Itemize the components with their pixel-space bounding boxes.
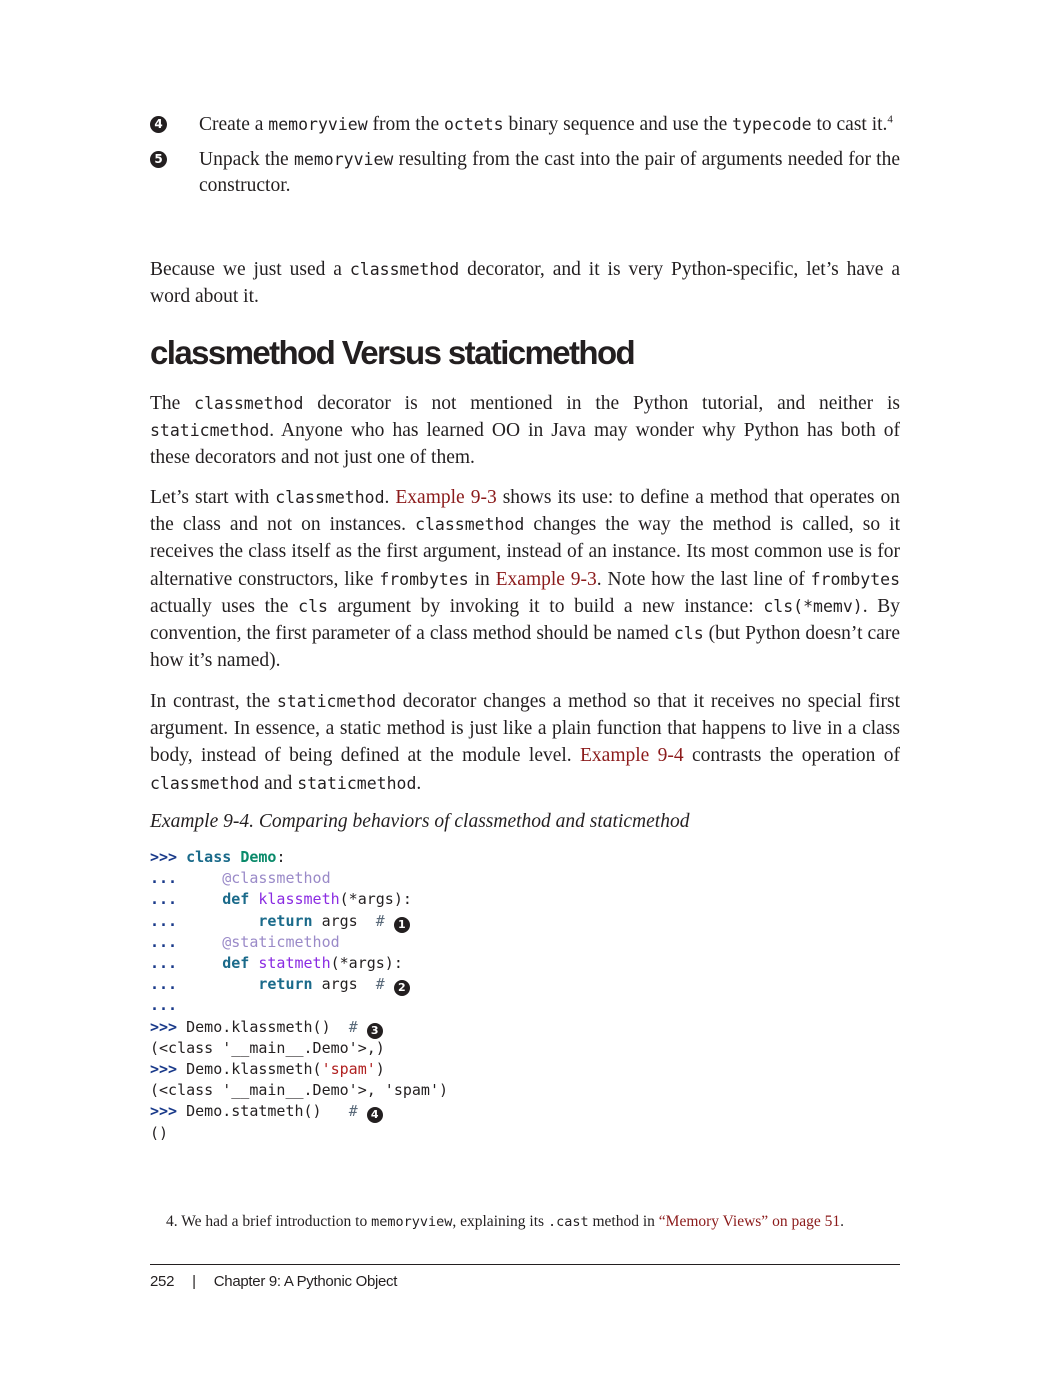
inline-code: staticmethod [297, 773, 417, 793]
code-token: Demo [240, 848, 277, 866]
callout-5 [150, 147, 900, 199]
code-callout-marker: 2 [394, 980, 410, 996]
callout-text-4 [199, 114, 893, 135]
code-token: @staticmethod [222, 932, 340, 951]
code-token: Demo.statmeth() [186, 1102, 349, 1121]
code-token: ) [375, 1060, 385, 1079]
inline-code: memoryview [293, 150, 394, 169]
page-footer [150, 1273, 397, 1290]
code-line [150, 848, 285, 866]
code-token: # [375, 975, 394, 994]
text-run: method in [588, 1213, 659, 1230]
code-line [150, 1081, 448, 1099]
inline-code: frombytes [810, 569, 901, 589]
inline-code: staticmethod [150, 421, 270, 441]
code-token: class [186, 848, 232, 866]
inline-code: cls [673, 624, 704, 644]
code-token: return [258, 911, 313, 930]
text-run: . By convention, the first parameter of a class method should be named [150, 595, 900, 645]
callout-marker-4: 4 [150, 116, 167, 133]
text-run: shows its use: to define a method that operates on the class and not on instances. [150, 487, 901, 536]
text-run: . [384, 487, 396, 508]
text-run: decorator changes a method so that it receives no special first argument. In essence, a static method is just like a plain function that happens to live in a class body, instead of being defined at the module level. [150, 691, 900, 767]
text-run: . [416, 772, 422, 794]
inline-code: .cast [547, 1214, 589, 1230]
code-line [150, 933, 340, 951]
code-token: >>> [150, 1017, 187, 1036]
code-line [150, 975, 410, 993]
text-run: . Note how the last line of [596, 568, 811, 590]
code-callout-marker: 4 [367, 1107, 383, 1123]
code-token: def [222, 890, 250, 909]
text-run: (but Python doesn’t care how it’s named). [150, 623, 900, 672]
text-run: In contrast, the [150, 691, 277, 712]
text-run: and [259, 772, 298, 794]
code-token: ... [150, 954, 223, 973]
code-line [150, 954, 403, 972]
code-token: args [312, 911, 376, 930]
code-line [150, 890, 412, 908]
code-line [150, 996, 177, 1014]
inline-code: typecode [732, 115, 812, 134]
code-token: # [348, 1017, 367, 1036]
footnote-text [178, 1213, 844, 1230]
cross-reference-link[interactable]: Example 9-4 [580, 745, 684, 767]
code-listing [150, 847, 448, 1144]
code-token: ... [150, 932, 223, 951]
inline-code: classmethod [275, 488, 385, 507]
code-token: : [276, 848, 286, 866]
inline-code: octets [444, 115, 504, 134]
text-run: Let’s start with [150, 487, 276, 508]
text-run: argument by invoking it to build a new instance: [327, 595, 764, 617]
text-run: decorator, and it is very Python-specific, let’s have a word about it. [150, 259, 900, 308]
callout-text-5 [199, 149, 900, 196]
page-number: 252 [150, 1273, 175, 1290]
inline-code: frombytes [379, 569, 469, 589]
text-run: , explaining its [452, 1213, 548, 1230]
code-token: >>> [150, 1060, 187, 1079]
code-callout-marker: 3 [367, 1023, 383, 1039]
footnote [166, 1213, 844, 1231]
text-run: . Anyone who has learned OO in Java may wonder why Python has both of these decorators and not just one of them. [150, 420, 900, 469]
inline-code: memoryview [268, 115, 368, 134]
code-callout-marker: 1 [394, 917, 410, 933]
text-run: resulting from the cast into the pair of arguments needed for the constructor. [199, 149, 901, 196]
text-run: actually uses the [150, 595, 299, 617]
footer-rule [150, 1264, 900, 1265]
code-token: args [312, 975, 376, 994]
section-heading: classmethod Versus staticmethod [150, 334, 635, 371]
code-token: (*args): [339, 890, 412, 909]
callout-4 [150, 112, 900, 138]
example-caption: Example 9-4. Comparing behaviors of classmethod and staticmethod [150, 811, 690, 832]
code-token: @classmethod [222, 869, 331, 888]
code-line [150, 1039, 385, 1057]
chapter-title: Chapter 9: A Pythonic Object [213, 1273, 398, 1290]
code-token: ... [150, 911, 259, 930]
text-run: contrasts the operation of [683, 745, 900, 767]
code-token: 'spam' [321, 1060, 376, 1079]
text-run: . [840, 1213, 844, 1230]
code-token: ... [150, 975, 259, 994]
text-run: to cast it. [811, 114, 888, 135]
text-run: Create a [199, 114, 269, 135]
callout-list [150, 112, 900, 208]
code-token: () [150, 1123, 169, 1142]
text-run: from the [367, 114, 444, 135]
code-line [150, 1102, 383, 1120]
code-token: (<class '__main__.Demo'>,) [150, 1038, 385, 1057]
text-run: binary sequence and use the [503, 114, 733, 135]
footnote-ref[interactable]: 4 [887, 113, 893, 126]
code-line [150, 1124, 168, 1142]
code-token: statmeth [258, 954, 331, 973]
text-run: We had a brief introduction to [177, 1213, 372, 1230]
inline-code: memoryview [371, 1214, 453, 1230]
inline-code: classmethod [349, 260, 460, 279]
text-run: changes the way the method is called, so it receives the class itself as the first argument, instead of an instance. Its most common use is for alternative constructors, like [150, 514, 900, 590]
text-run: decorator is not mentioned in the Python tutorial, and neither is [303, 393, 900, 414]
code-token: (*args): [330, 954, 403, 973]
code-token: Demo.klassmeth() [186, 1017, 349, 1036]
cross-reference-link[interactable]: Example 9-3 [395, 487, 497, 508]
paragraph-1 [150, 390, 900, 472]
code-token: # [348, 1102, 367, 1121]
code-token [231, 848, 240, 866]
cross-reference-link[interactable]: “Memory Views” on page 51 [658, 1213, 841, 1230]
code-token: # [375, 911, 394, 930]
inline-code: classmethod [150, 773, 260, 793]
text-run: in [468, 568, 496, 590]
paragraph-3 [150, 688, 900, 797]
code-token: (<class '__main__.Demo'>, 'spam') [150, 1081, 449, 1100]
code-token: return [258, 975, 313, 994]
text-run: Because we just used a [150, 259, 350, 280]
text-run: The [150, 393, 195, 414]
code-token: >>> [150, 1102, 187, 1121]
inline-code: cls(*memv) [763, 596, 863, 616]
code-token: ... [150, 869, 223, 888]
code-line [150, 912, 410, 930]
code-token: ... [150, 890, 223, 909]
intro-paragraph [150, 256, 900, 310]
code-line [150, 1018, 383, 1036]
footer-separator: | [192, 1273, 196, 1290]
text-run: Unpack the [199, 149, 294, 170]
callout-marker-5: 5 [150, 151, 167, 168]
inline-code: classmethod [194, 394, 304, 413]
paragraph-2 [150, 484, 900, 674]
inline-code: cls [298, 596, 328, 616]
footnote-number: 4. [166, 1213, 178, 1230]
code-token: klassmeth [258, 890, 340, 909]
cross-reference-link[interactable]: Example 9-3 [495, 568, 597, 590]
inline-code: staticmethod [276, 692, 397, 711]
code-line [150, 869, 331, 887]
code-token: Demo.klassmeth( [186, 1060, 322, 1079]
code-token: >>> [150, 848, 187, 866]
code-token: def [222, 954, 250, 973]
inline-code: classmethod [415, 515, 525, 535]
code-token: ... [150, 996, 178, 1015]
code-line [150, 1060, 385, 1078]
